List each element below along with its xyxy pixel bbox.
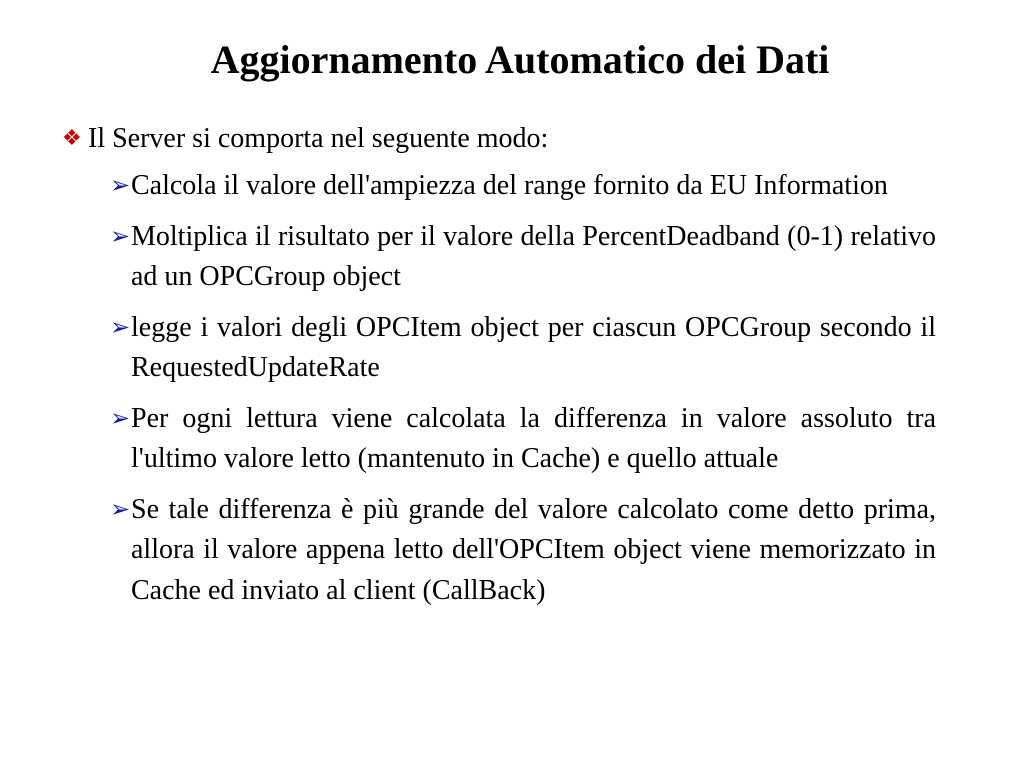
- sub-bullet-text: Se tale differenza è più grande del valore calcolato come detto prima, allora il valore appena letto dell'OPCItem object viene memorizzato in Cache ed inviato al client (CallBack): [131, 493, 936, 606]
- sub-bullet-text: Per ogni lettura viene calcolata la differenza in valore assoluto tra l'ultimo valore letto (mantenuto in Cache) e quello attuale: [131, 402, 936, 474]
- sub-bullet-text: legge i valori degli OPCItem object per ciascun OPCGroup secondo il RequestedUpdateRate: [131, 311, 936, 383]
- arrowhead-icon: ➢: [110, 405, 131, 432]
- main-bullet-item: [62, 118, 548, 159]
- four-diamond-icon: ❖: [62, 125, 82, 150]
- main-bullet-text: Il Server si comporta nel seguente modo:: [88, 123, 549, 154]
- sub-bullet-item: [110, 217, 936, 298]
- sub-bullet-item: [110, 490, 936, 612]
- sub-bullet-item: [110, 166, 936, 207]
- sub-bullet-item: [110, 308, 936, 389]
- sub-bullet-text: Moltiplica il risultato per il valore della PercentDeadband (0-1) relativo ad un OPCGroup object: [131, 220, 936, 292]
- sub-bullet-text: Calcola il valore dell'ampiezza del range fornito da EU Information: [131, 170, 888, 201]
- slide-title: Aggiornamento Automatico dei Dati: [210, 37, 830, 82]
- arrowhead-icon: ➢: [110, 496, 131, 523]
- sub-bullet-item: [110, 399, 936, 480]
- arrowhead-icon: ➢: [110, 223, 131, 250]
- arrowhead-icon: ➢: [110, 314, 131, 341]
- arrowhead-icon: ➢: [110, 173, 131, 199]
- sub-bullet-list: [110, 166, 936, 621]
